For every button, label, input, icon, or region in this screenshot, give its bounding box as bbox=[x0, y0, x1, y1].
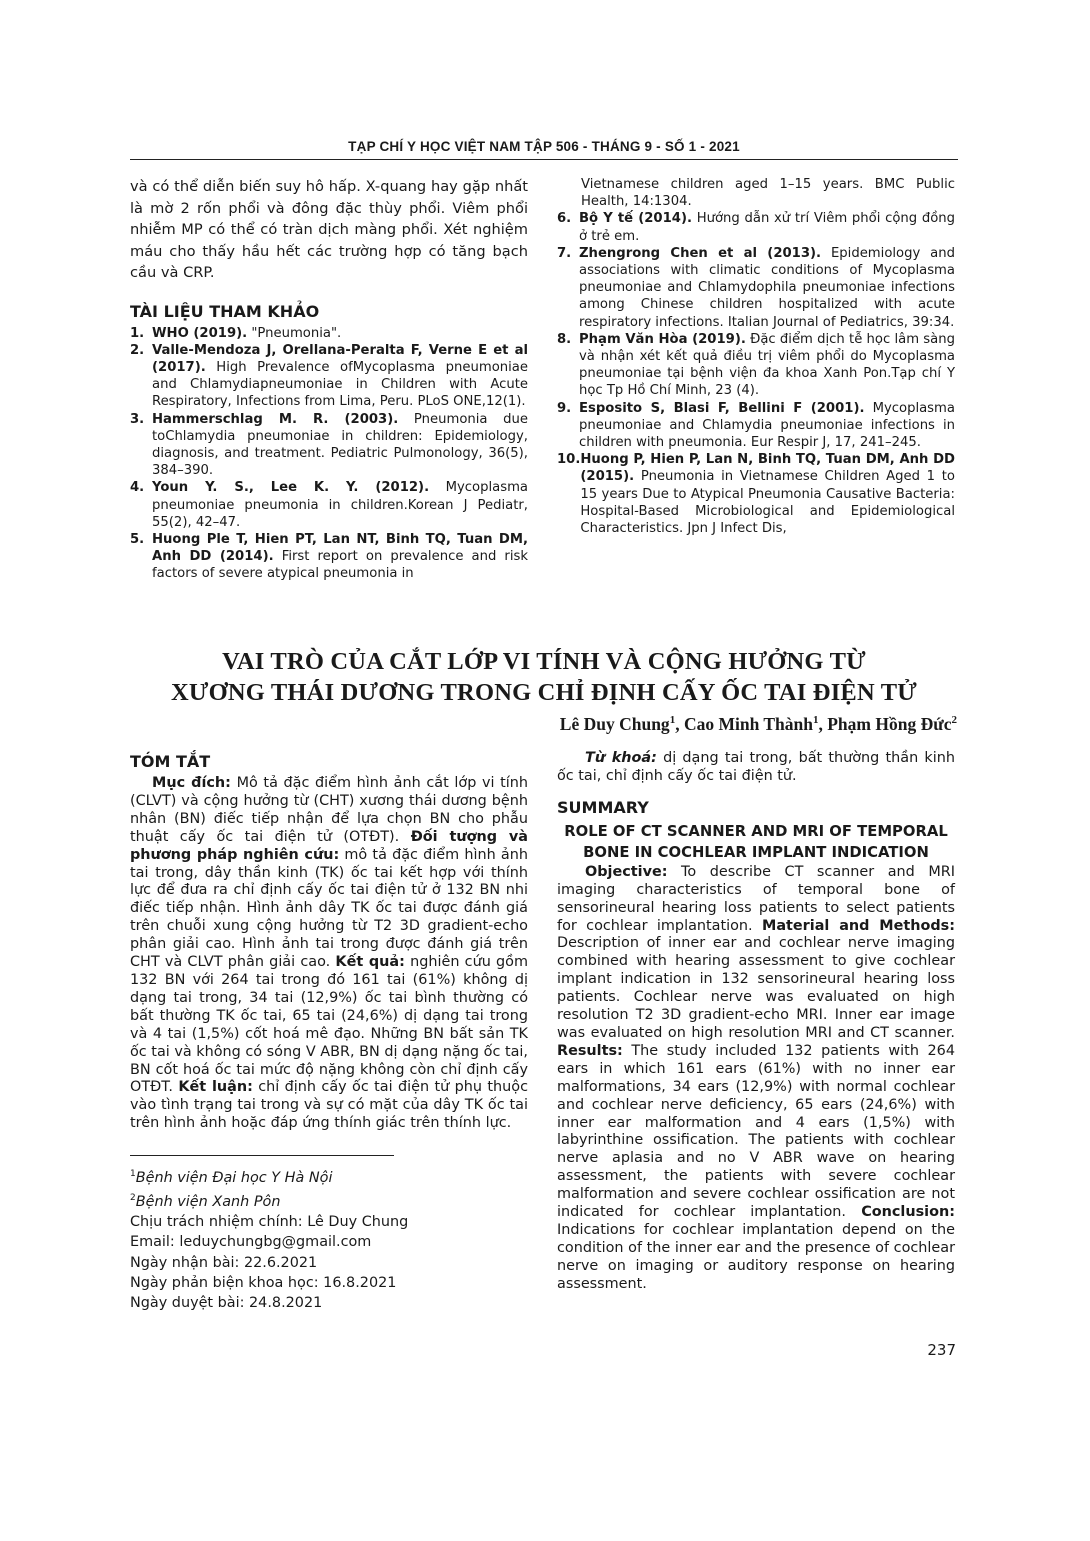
reference-number: 5. bbox=[130, 531, 145, 547]
reference-authors: Huong Ple T, Hien PT, Lan NT, Binh TQ, Tuan DM, Anh DD (2014). bbox=[152, 531, 528, 565]
references-list-left bbox=[130, 325, 528, 583]
reference-number: 3. bbox=[130, 411, 145, 427]
reference-text: Zhengrong Chen et al (2013). Epidemiology and associations with climatic conditions of Mycoplasma pneumoniae and Chlamydophila pneumoniae infections among Chinese children hospitalized with acute respiratory infections. Italian Journal of Pediatrics, 39:34. bbox=[579, 245, 955, 330]
reference-item bbox=[557, 400, 955, 452]
author-name: Cao Minh Thành bbox=[683, 714, 813, 734]
reference-number: 1. bbox=[130, 325, 145, 341]
reference-text: Huong P, Hien P, Lan N, Binh TQ, Tuan DM, Anh DD (2015). Pneumonia in Vietnamese Children Aged 1 to 15 years Due to Atypical Pneumonia Causative Bacteria: Hospital-Based Microbiological and Epidemiological Characteristics. Jpn J Infect Dis, bbox=[580, 452, 955, 537]
footnote-reviewed: Ngày phản biện khoa học: 16.8.2021 bbox=[130, 1274, 397, 1291]
footnote-affiliation-1: $^1$Bệnh viện Đại học Y Hà Nội bbox=[130, 1169, 333, 1186]
reference-authors: Zhengrong Chen et al (2013). bbox=[579, 245, 822, 261]
reference-authors: Phạm Văn Hòa (2019). bbox=[579, 331, 746, 347]
reference-item bbox=[557, 210, 955, 244]
reference-authors: Youn Y. S., Lee K. Y. (2012). bbox=[152, 480, 430, 496]
reference-number: 7. bbox=[557, 245, 572, 261]
running-head: TẠP CHÍ Y HỌC VIỆT NAM TẬP 506 - THÁNG 9 - SỐ 1 - 2021 bbox=[348, 139, 740, 154]
footnote-affiliation-2: $^2$Bệnh viện Xanh Pôn bbox=[130, 1193, 281, 1210]
reference-authors: WHO (2019). bbox=[152, 325, 248, 341]
footnote-rule bbox=[130, 1155, 394, 1156]
previous-article-left-column bbox=[130, 176, 528, 583]
continued-text: và có thể diễn biến suy hô hấp. X-quang hay gặp nhất là mờ 2 rốn phổi và đông đặc thùy phổi. Viêm phổi nhiễm MP có thể có tràn dịch màng phổi. Xét nghiệm máu cho thấy hầu hết các trường hợp có tăng bạch cầu và CRP. bbox=[130, 178, 528, 281]
references-title: TÀI LIỆU THAM KHẢO bbox=[130, 301, 320, 321]
reference-text: Youn Y. S., Lee K. Y. (2012). Mycoplasma pneumoniae pneumonia in children.Korean J Pediatr, 55(2), 42–47. bbox=[152, 480, 529, 530]
summary-subtitle: ROLE OF CT SCANNER AND MRI OF TEMPORAL BONE IN COCHLEAR IMPLANT INDICATION bbox=[564, 822, 948, 862]
reference-authors: Valle-Mendoza J, Orellana-Peralta F, Verne E et al (2017). bbox=[152, 342, 528, 375]
footnote-email: Email: leduychungbg@gmail.com bbox=[130, 1234, 372, 1251]
reference-text: Valle-Mendoza J, Orellana-Peralta F, Verne E et al (2017). High Prevalence ofMycoplasma pneumoniae and Chlamydiapneumoniae in Children with Acute Respiratory, Infections from Lima, Peru. PLoS ONE,12(1). bbox=[152, 342, 528, 410]
summary-column bbox=[557, 750, 955, 1294]
summary-text: Objective: To describe CT scanner and MRI imaging characteristics of temporal bone of sensorineural hearing loss patients to select patients for cochlear implantation. Material and Methods: Description of inner ear and cochlear nerve imaging combined with hearing assessment to give cochlear implant indication in 132 sensorineural hearing loss patients. Cochlear nerve was evaluated on high resolution T2 3D gradient-echo MRI. Inner ear image was evaluated on high resolution MRI and CT scanner. Results: The study included 132 patients with 264 ears in which 161 ears (61%) with no inner ear malformations, 34 ears (12,9%) with normal cochlear and cochlear nerve deficiency, 65 ears (24,6%) with inner ear malformation and 4 ears (1,5%) with labyrinthine ossification. The patients with cochlear nerve aplasia and no V ABR wave on hearing assessment, the patients with severe cochlear malformation and severe cochlear ossification are not indicated for cochlear implantation. Conclusion: Indications for cochlear implantation depend on the condition of the inner ear and the presence of cochlear nerve on imaging or auditory response on hearing assessment. bbox=[557, 863, 955, 1292]
reference-text: WHO (2019). "Pneumonia". bbox=[152, 325, 342, 341]
abstract-title: TÓM TẮT bbox=[130, 752, 211, 771]
section-label: Kết quả: bbox=[335, 954, 405, 971]
header-rule bbox=[130, 159, 958, 160]
reference-text: Esposito S, Blasi F, Bellini F (2001). Mycoplasma pneumoniae and Chlamydia pneumoniae infections in children with pneumonia. Eur Respir J, 17, 241–245. bbox=[579, 400, 955, 451]
reference-number: 8. bbox=[557, 331, 572, 347]
reference-item bbox=[130, 411, 528, 480]
page-number: 237 bbox=[927, 1341, 956, 1359]
reference-item bbox=[130, 531, 528, 583]
reference-text: Vietnamese children aged 1–15 years. BMC Public Health, 14:1304. bbox=[581, 177, 955, 210]
reference-item bbox=[557, 176, 955, 210]
previous-article-right-column bbox=[557, 176, 955, 537]
reference-authors: Bộ Y tế (2014). bbox=[579, 211, 692, 227]
reference-authors: Huong P, Hien P, Lan N, Binh TQ, Tuan DM, Anh DD (2015). bbox=[580, 452, 955, 485]
author-name: Phạm Hồng Đức bbox=[827, 714, 952, 734]
reference-authors: Hammerschlag M. R. (2003). bbox=[152, 411, 399, 427]
reference-item bbox=[557, 245, 955, 331]
reference-number: 10. bbox=[557, 452, 581, 468]
section-label: Material and Methods: bbox=[762, 917, 955, 934]
section-label: Conclusion: bbox=[861, 1204, 955, 1221]
reference-authors: Esposito S, Blasi F, Bellini F (2001). bbox=[579, 400, 865, 416]
reference-number bbox=[557, 176, 581, 210]
keywords: Từ khoá: dị dạng tai trong, bất thường thần kinh ốc tai, chỉ định cấy ốc tai điện tử. bbox=[557, 750, 955, 784]
footnote-received: Ngày nhận bài: 22.6.2021 bbox=[130, 1254, 318, 1271]
author-name: Lê Duy Chung bbox=[559, 714, 670, 734]
reference-text: Hammerschlag M. R. (2003). Pneumonia due toChlamydia pneumoniae in children: Epidemiology, diagnosis, and treatment. Pediatric Pulmonology, 36(5), 384–390. bbox=[152, 411, 528, 479]
footnote-corresponding: Chịu trách nhiệm chính: Lê Duy Chung bbox=[130, 1214, 409, 1231]
reference-item bbox=[130, 325, 528, 342]
reference-number: 6. bbox=[557, 211, 572, 227]
abstract-column bbox=[130, 752, 528, 1313]
reference-text: Bộ Y tế (2014). Hướng dẫn xử trí Viêm phổi cộng đồng ở trẻ em. bbox=[579, 211, 955, 244]
author-affiliation-mark: 1 bbox=[812, 714, 819, 727]
abstract-text: Mục đích: Mô tả đặc điểm hình ảnh cắt lớp vi tính (CLVT) và cộng hưởng từ (CHT) xương thái dương bệnh nhân (BN) điếc tiếp nhận để lựa chọn BN cho phẫu thuật cấy ốc tai điện tử (OTĐT). Đối tượng và phương pháp nghiên cứu: mô tả đặc điểm hình ảnh tai trong, dây thần kinh (TK) ốc tai kết hợp với thính lực để đưa ra chỉ định cấy ốc tai điện tử ở 132 BN nhi điếc tiếp nhận. Hình ảnh dây TK ốc tai được đánh giá trên chuỗi xung cộng hưởng từ T2 3D gradient-echo phân giải cao. Hình ảnh tai trong được đánh giá trên CHT và CLVT phân giải cao. Kết quả: nghiên cứu gồm 132 BN với 264 tai trong đó 161 tai (61%) không dị dạng tai trong, 34 tai (12,9%) ốc tai bình thường có bất thường TK ốc tai, 65 tai (24,6%) dị dạng tai trong và 4 tai (1,5%) cốt hoá mê đạo. Những BN bất sản TK ốc tai và không có sóng V ABR, BN dị dạng nặng ốc tai, BN cốt hoá ốc tai mức độ nặng không còn chỉ định cấy OTĐT. Kết luận: chỉ định cấy ốc tai điện tử phụ thuộc vào tình trạng tai trong và sự có mặt của dây TK ốc tai trên hình ảnh hoặc đáp ứng thính giác trên thính lực. bbox=[130, 775, 529, 1132]
reference-text: Huong Ple T, Hien PT, Lan NT, Binh TQ, Tuan DM, Anh DD (2014). First report on prevalence and risk factors of severe atypical pneumonia in bbox=[152, 531, 529, 582]
section-label: Mục đích: bbox=[152, 775, 231, 791]
article-title-line-1: VAI TRÒ CỦA CẮT LỚP VI TÍNH VÀ CỘNG HƯỞNG TỪ bbox=[222, 648, 866, 675]
references-list-right bbox=[557, 176, 955, 537]
article-title bbox=[130, 646, 958, 708]
reference-item bbox=[130, 479, 528, 531]
article-authors: Lê Duy Chung$^1$, Cao Minh Thành$^1$, Phạm Hồng Đức$^2$ bbox=[559, 714, 957, 734]
author-affiliation-mark: 1 bbox=[669, 714, 676, 727]
reference-item bbox=[557, 451, 955, 537]
reference-item bbox=[130, 342, 528, 411]
reference-number: 2. bbox=[130, 342, 145, 358]
reference-number: 4. bbox=[130, 480, 145, 496]
reference-item bbox=[557, 331, 955, 400]
reference-text: Phạm Văn Hòa (2019). Đặc điểm dịch tễ học lâm sàng và nhận xét kết quả điều trị viêm phổi do Mycoplasma pneumoniae tại bệnh viện đa khoa Xanh Pon.Tạp chí Y học Tp Hồ Chí Minh, 23 (4). bbox=[579, 331, 955, 399]
article-title-line-2: XƯƠNG THÁI DƯƠNG TRONG CHỈ ĐỊNH CẤY ỐC TAI ĐIỆN TỬ bbox=[171, 679, 917, 706]
summary-title: SUMMARY bbox=[557, 797, 649, 817]
section-label: Kết luận: bbox=[178, 1079, 253, 1096]
section-label: Results: bbox=[557, 1042, 623, 1059]
reference-number: 9. bbox=[557, 400, 572, 416]
section-label: Objective: bbox=[585, 863, 668, 880]
author-affiliation-mark: 2 bbox=[951, 714, 957, 727]
footnote-accepted: Ngày duyệt bài: 24.8.2021 bbox=[130, 1294, 323, 1311]
section-label: Đối tượng và phương pháp nghiên cứu: bbox=[130, 828, 528, 863]
